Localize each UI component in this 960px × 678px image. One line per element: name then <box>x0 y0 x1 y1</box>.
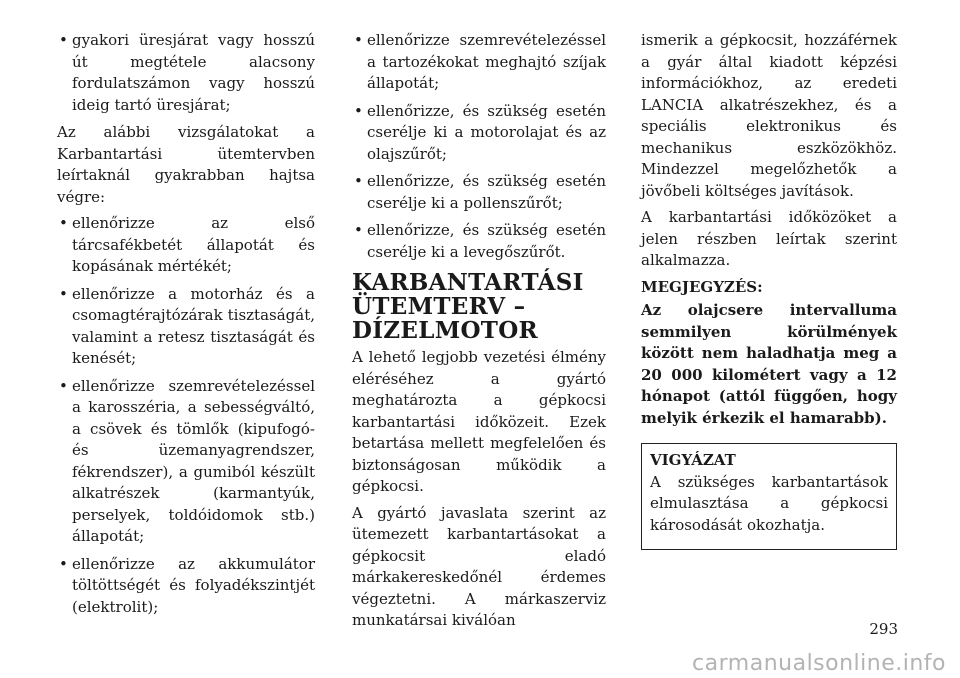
bullet-list-conditions <box>57 30 315 116</box>
heading-line: DÍZELMOTOR <box>352 317 538 344</box>
column-left <box>57 30 315 624</box>
list-item: • ellenőrizze a motorház és a csomagtérajtózárak tisztaságát, valamint a retesz tisztaságát és kenését; <box>57 284 315 370</box>
column-middle <box>352 30 606 637</box>
paragraph-dealer-continued: ismerik a gépkocsit, hozzáférnek a gyár által kiadott képzési információkhoz, az eredeti LANCIA alkatrészekhez, és a speciális elektronikus és mechanikus eszközökhöz. Mindezzel megelőzhetők a jövőbeli költséges javítások. <box>641 31 897 200</box>
heading-line: ÜTEMTERV – <box>352 293 526 320</box>
section-heading <box>352 271 606 343</box>
paragraph-inspections-intro: Az alábbi vizsgálatokat a Karbantartási ütemtervben leírtaknál gyakrabban hajtsa végre: <box>57 123 315 206</box>
note-body: Az olajcsere intervalluma semmilyen körülmények között nem haladhatja meg a 20 000 kilométert vagy a 12 hónapot (attól függően, hogy melyik érkezik el hamarabb). <box>641 301 897 427</box>
watermark: carmanualsonline.info <box>692 651 946 676</box>
list-item: • ellenőrizze, és szükség esetén cserélje ki a motorolajat és az olajszűrőt; <box>352 101 606 166</box>
page-number: 293 <box>869 620 898 638</box>
list-item: • gyakori üresjárat vagy hosszú út megtétele alacsony fordulatszámon vagy hosszú ideig tartó üresjárat; <box>57 30 315 116</box>
list-item: • ellenőrizze szemrevételezéssel a tartozékokat meghajtó szíjak állapotát; <box>352 30 606 95</box>
paragraph-apply-intervals: A karbantartási időközöket a jelen részben leírtak szerint alkalmazza. <box>641 208 897 269</box>
list-item: • ellenőrizze, és szükség esetén cserélje ki a levegőszűrőt. <box>352 220 606 263</box>
bullet-list-checks <box>352 30 606 263</box>
list-item: • ellenőrizze az első tárcsafékbetét állapotát és kopásának mértékét; <box>57 213 315 278</box>
list-item: • ellenőrizze, és szükség esetén cserélje ki a pollenszűrőt; <box>352 171 606 214</box>
list-item: • ellenőrizze az akkumulátor töltöttségét és folyadékszintjét (elektrolit); <box>57 554 315 619</box>
heading-line: KARBANTARTÁSI <box>352 269 584 296</box>
bullet-list-inspections <box>57 213 315 618</box>
list-item: • ellenőrizze szemrevételezéssel a karosszéria, a sebességváltó, a csövek és tömlők (kipufogó- és üzemanyagrendszer, fékrendszer), a gumiból készült alkatrészek (karmantyúk, perselyek, toldóidomok stb.) állapotát; <box>57 376 315 548</box>
column-right <box>641 30 897 550</box>
paragraph-maintenance-intervals: A lehető legjobb vezetési élmény eléréséhez a gyártó meghatározta a gépkocsi karbantartási időközeit. Ezek betartása mellett megfelelően és biztonságosan működik a gépkocsi. <box>352 348 606 495</box>
warning-title: VIGYÁZAT <box>650 451 736 469</box>
warning-body: A szükséges karbantartások elmulasztása a gépkocsi károsodását okozhatja. <box>650 472 888 534</box>
note-title: MEGJEGYZÉS: <box>641 277 763 296</box>
warning-box <box>641 443 897 550</box>
paragraph-dealer-recommendation: A gyártó javaslata szerint az ütemezett karbantartásokat a gépkocsit eladó márkakereskedőnél érdemes végeztetni. A márkaszerviz munkatársai kiválóan <box>352 503 606 629</box>
